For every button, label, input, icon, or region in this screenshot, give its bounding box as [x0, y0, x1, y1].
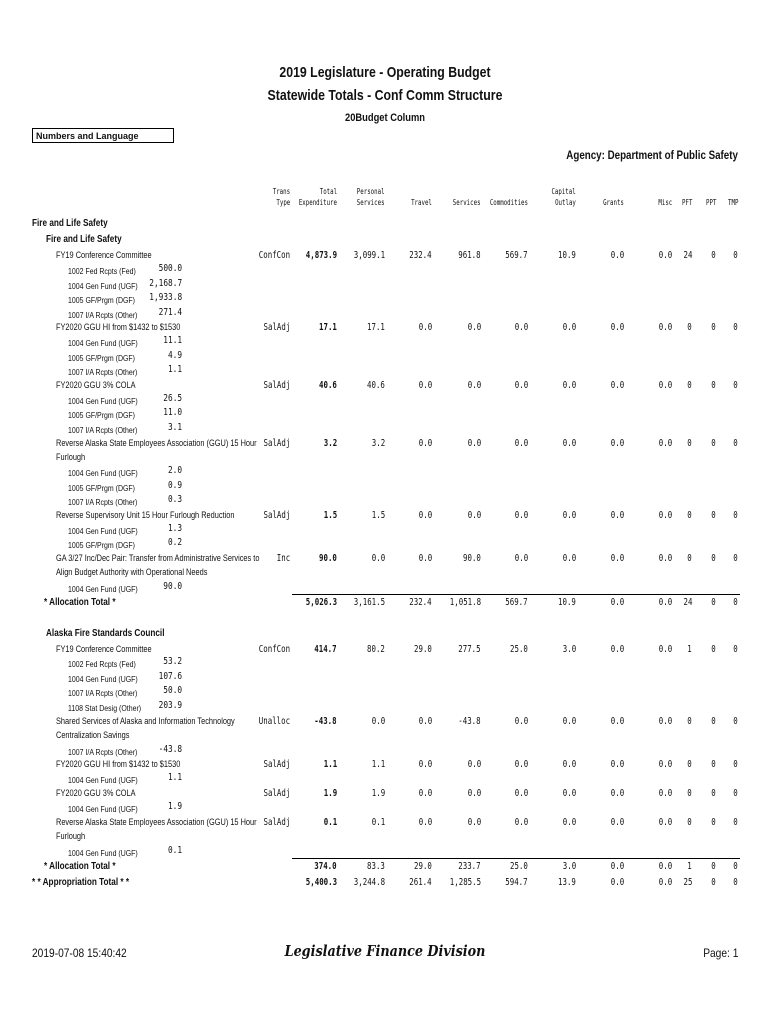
total-value: 374.0	[314, 861, 337, 872]
line-value: 0.0	[610, 716, 624, 727]
line-value: 1	[687, 644, 692, 655]
fund-amount: 1.3	[167, 523, 182, 534]
line-value: 0	[711, 716, 716, 727]
fund-amount: 0.2	[167, 537, 182, 548]
division-signature: Legislative Finance Division	[284, 942, 486, 960]
line-value: 0.0	[658, 322, 672, 333]
line-value: 0.0	[418, 510, 432, 521]
total-expenditure: 0.1	[323, 817, 337, 828]
total-value: 1,285.5	[449, 877, 481, 888]
line-value: 0	[733, 759, 738, 770]
total-value: 29.0	[414, 861, 432, 872]
total-value: 3,244.8	[353, 877, 385, 888]
line-value: 1.5	[371, 510, 385, 521]
line-value: 0.0	[418, 322, 432, 333]
line-value: 0.0	[467, 510, 481, 521]
line-value: 0	[733, 553, 738, 564]
total-expenditure: -43.8	[314, 716, 337, 727]
transaction-type: SalAdj	[263, 510, 290, 521]
budget-column-label: 20Budget Column	[344, 112, 426, 124]
line-value: 0	[687, 322, 692, 333]
line-value: 0.0	[610, 817, 624, 828]
fund-source-label: 1004 Gen Fund (UGF)	[68, 526, 138, 536]
fund-source-label: 1005 GF/Prgm (DGF)	[68, 483, 136, 493]
line-value: 0.0	[562, 438, 576, 449]
total-expenditure: 17.1	[319, 322, 337, 333]
line-value: 25.0	[510, 644, 528, 655]
total-value: 24	[683, 597, 692, 608]
total-value: 5,026.3	[305, 597, 337, 608]
line-item-label: FY2020 GGU 3% COLA	[56, 788, 136, 798]
line-value: 0.0	[658, 380, 672, 391]
total-value: 5,400.3	[305, 877, 337, 888]
transaction-type: ConfCon	[258, 250, 290, 261]
column-header: TMP	[727, 198, 738, 207]
line-value: 0.0	[514, 553, 528, 564]
line-item-label: FY19 Conference Committee	[56, 644, 152, 654]
line-value: 0.0	[514, 759, 528, 770]
line-value: 0	[711, 380, 716, 391]
line-value: 0.0	[371, 553, 385, 564]
line-value: 0.0	[658, 788, 672, 799]
line-value: 0.0	[658, 553, 672, 564]
line-value: 0	[687, 759, 692, 770]
fund-amount: 11.1	[163, 335, 182, 346]
line-value: 0.0	[658, 817, 672, 828]
total-value: 0.0	[610, 877, 624, 888]
line-value: 0	[733, 380, 738, 391]
fund-source-label: 1007 I/A Rcpts (Other)	[68, 310, 138, 320]
total-expenditure: 3.2	[323, 438, 337, 449]
fund-amount: 0.9	[167, 480, 182, 491]
fund-source-label: 1005 GF/Prgm (DGF)	[68, 540, 136, 550]
line-item-label-cont: Centralization Savings	[56, 730, 130, 740]
transaction-type: SalAdj	[263, 322, 290, 333]
fund-amount: 107.6	[158, 671, 182, 682]
line-value: 0.0	[658, 759, 672, 770]
line-item-label: FY19 Conference Committee	[56, 250, 152, 260]
fund-source-label: 1004 Gen Fund (UGF)	[68, 396, 138, 406]
line-item-label: FY2020 GGU 3% COLA	[56, 380, 136, 390]
line-value: 0.0	[658, 510, 672, 521]
total-value: 0	[733, 597, 738, 608]
line-item-label: Shared Services of Alaska and Information Technology	[56, 716, 235, 726]
line-value: 0	[733, 438, 738, 449]
total-value: 233.7	[458, 861, 481, 872]
line-value: 0.0	[562, 817, 576, 828]
line-value: 3.2	[371, 438, 385, 449]
line-value: 29.0	[414, 644, 432, 655]
line-item-label: Reverse Supervisory Unit 15 Hour Furlough Reduction	[56, 510, 235, 520]
fund-source-label: 1004 Gen Fund (UGF)	[68, 674, 138, 684]
line-value: 0.0	[418, 716, 432, 727]
fund-amount: 0.3	[167, 494, 182, 505]
total-expenditure: 1.1	[323, 759, 337, 770]
allocation-total-label: * Allocation Total *	[44, 597, 116, 608]
line-value: 0.0	[562, 510, 576, 521]
total-value: 0.0	[658, 597, 672, 608]
fund-source-label: 1007 I/A Rcpts (Other)	[68, 497, 138, 507]
line-item-label: FY2020 GGU HI from $1432 to $1530	[56, 322, 181, 332]
line-value: 0	[687, 788, 692, 799]
line-value: 0.0	[514, 510, 528, 521]
fund-amount: 1.9	[167, 801, 182, 812]
appropriation-total-label: * * Appropriation Total * *	[32, 877, 130, 888]
line-value: 0.0	[467, 438, 481, 449]
line-value: 0.0	[418, 788, 432, 799]
line-value: 0.0	[562, 716, 576, 727]
total-value: 0	[733, 877, 738, 888]
line-value: 0.0	[562, 380, 576, 391]
line-value: 0.0	[610, 759, 624, 770]
line-value: 24	[683, 250, 692, 261]
line-value: 0.0	[467, 817, 481, 828]
line-value: 0.0	[562, 322, 576, 333]
total-value: 261.4	[409, 877, 432, 888]
fund-amount: 4.9	[167, 350, 182, 361]
total-expenditure: 4,873.9	[305, 250, 337, 261]
line-value: 0.0	[610, 438, 624, 449]
line-value: 0.0	[610, 250, 624, 261]
transaction-type: SalAdj	[263, 759, 290, 770]
column-header: Outlay	[555, 198, 576, 207]
total-value: 569.7	[505, 597, 528, 608]
total-value: 25	[683, 877, 692, 888]
report-title: 2019 Legislature - Operating Budget	[279, 64, 491, 81]
line-value: 0.0	[562, 759, 576, 770]
line-value: 0.0	[371, 716, 385, 727]
fund-source-label: 1007 I/A Rcpts (Other)	[68, 688, 138, 698]
page-number: Page: 1	[702, 946, 738, 960]
line-value: 569.7	[505, 250, 528, 261]
line-item-label-cont: Furlough	[56, 831, 86, 841]
fund-source-label: 1007 I/A Rcpts (Other)	[68, 747, 138, 757]
total-value: 10.9	[558, 597, 576, 608]
column-header: Travel	[411, 198, 432, 207]
fund-source-label: 1007 I/A Rcpts (Other)	[68, 425, 138, 435]
column-header: Commodities	[489, 198, 528, 207]
fund-source-label: 1007 I/A Rcpts (Other)	[68, 367, 138, 377]
line-value: 0	[687, 817, 692, 828]
total-value: 0	[733, 861, 738, 872]
line-value: 0	[711, 250, 716, 261]
column-header: PFT	[681, 198, 692, 207]
line-value: 0.1	[371, 817, 385, 828]
fund-source-label: 1005 GF/Prgm (DGF)	[68, 353, 136, 363]
fund-amount: 1,933.8	[149, 292, 182, 303]
transaction-type: SalAdj	[263, 788, 290, 799]
line-value: 80.2	[367, 644, 385, 655]
fund-amount: 26.5	[163, 393, 182, 404]
line-value: 0.0	[467, 322, 481, 333]
line-value: 961.8	[458, 250, 481, 261]
total-expenditure: 414.7	[314, 644, 337, 655]
line-value: 0	[711, 788, 716, 799]
line-value: 0	[733, 322, 738, 333]
transaction-type: ConfCon	[258, 644, 290, 655]
line-value: 0.0	[658, 438, 672, 449]
fund-source-label: 1004 Gen Fund (UGF)	[68, 281, 138, 291]
transaction-type: SalAdj	[263, 817, 290, 828]
allocation-title: Alaska Fire Standards Council	[46, 628, 165, 639]
line-value: 0.0	[562, 788, 576, 799]
total-expenditure: 1.9	[323, 788, 337, 799]
total-rule	[292, 594, 740, 595]
line-value: 232.4	[409, 250, 432, 261]
allocation-title: Fire and Life Safety	[46, 234, 122, 245]
line-value: 0.0	[418, 438, 432, 449]
line-value: 1.9	[371, 788, 385, 799]
column-header-top: Personal	[357, 187, 385, 196]
line-value: 40.6	[367, 380, 385, 391]
fund-amount: 50.0	[163, 685, 182, 696]
line-value: 17.1	[367, 322, 385, 333]
line-value: 0	[687, 510, 692, 521]
line-value: 0.0	[658, 716, 672, 727]
line-value: 0	[733, 716, 738, 727]
line-value: 0.0	[658, 644, 672, 655]
fund-source-label: 1005 GF/Prgm (DGF)	[68, 410, 136, 420]
line-value: 0	[733, 788, 738, 799]
total-expenditure: 1.5	[323, 510, 337, 521]
fund-source-label: 1004 Gen Fund (UGF)	[68, 804, 138, 814]
total-expenditure: 90.0	[319, 553, 337, 564]
fund-source-label: 1002 Fed Rcpts (Fed)	[68, 659, 136, 669]
fund-amount: 90.0	[163, 581, 182, 592]
line-value: 90.0	[463, 553, 481, 564]
fund-amount: 271.4	[158, 307, 182, 318]
total-value: 0.0	[658, 877, 672, 888]
column-header: Services	[453, 198, 481, 207]
line-value: 0.0	[658, 250, 672, 261]
line-value: -43.8	[458, 716, 481, 727]
fund-amount: 2.0	[167, 465, 182, 476]
column-header: PPT	[705, 198, 716, 207]
fund-amount: 0.1	[167, 845, 182, 856]
total-value: 0	[711, 597, 716, 608]
total-value: 83.3	[367, 861, 385, 872]
line-value: 0	[711, 438, 716, 449]
allocation-total-label: * Allocation Total *	[44, 861, 116, 872]
column-header: Misc	[658, 198, 672, 207]
report-subtitle: Statewide Totals - Conf Comm Structure	[267, 87, 503, 104]
total-value: 232.4	[409, 597, 432, 608]
fund-amount: 500.0	[158, 263, 182, 274]
column-header: Services	[357, 198, 385, 207]
line-value: 0	[733, 644, 738, 655]
total-value: 0	[711, 877, 716, 888]
column-header-top: Capital	[551, 187, 576, 196]
line-item-label-cont: Furlough	[56, 452, 86, 462]
column-header-top: Trans	[272, 187, 290, 196]
fund-amount: 1.1	[167, 772, 182, 783]
column-header: Expenditure	[298, 198, 337, 207]
line-value: 0	[687, 438, 692, 449]
total-expenditure: 40.6	[319, 380, 337, 391]
line-value: 0.0	[610, 553, 624, 564]
line-value: 3,099.1	[353, 250, 385, 261]
total-value: 3.0	[562, 861, 576, 872]
fund-amount: 1.1	[167, 364, 182, 375]
line-value: 0.0	[514, 322, 528, 333]
column-header: Type	[276, 198, 290, 207]
line-value: 0.0	[514, 788, 528, 799]
line-value: 0.0	[418, 380, 432, 391]
line-value: 0	[733, 817, 738, 828]
line-value: 0	[711, 553, 716, 564]
fund-amount: 11.0	[163, 407, 182, 418]
column-header-top: Total	[319, 187, 337, 196]
fund-source-label: 1004 Gen Fund (UGF)	[68, 584, 138, 594]
total-value: 3,161.5	[353, 597, 385, 608]
transaction-type: Unalloc	[258, 716, 290, 727]
fund-source-label: 1004 Gen Fund (UGF)	[68, 848, 138, 858]
line-value: 0.0	[467, 788, 481, 799]
line-value: 3.0	[562, 644, 576, 655]
line-value: 0.0	[418, 817, 432, 828]
transaction-type: SalAdj	[263, 380, 290, 391]
appropriation-title: Fire and Life Safety	[32, 218, 108, 229]
total-value: 13.9	[558, 877, 576, 888]
report-timestamp: 2019-07-08 15:40:42	[32, 946, 127, 960]
line-value: 0.0	[610, 322, 624, 333]
fund-amount: 53.2	[163, 656, 182, 667]
total-rule	[292, 858, 740, 859]
line-value: 0.0	[610, 644, 624, 655]
line-value: 0	[687, 716, 692, 727]
fund-amount: 203.9	[158, 700, 182, 711]
transaction-type: SalAdj	[263, 438, 290, 449]
line-item-label-cont: Align Budget Authority with Operational Needs	[56, 567, 208, 577]
fund-amount: -43.8	[158, 744, 182, 755]
line-item-label: GA 3/27 Inc/Dec Pair: Transfer from Administrative Services to	[56, 553, 260, 563]
total-value: 25.0	[510, 861, 528, 872]
total-value: 0	[711, 861, 716, 872]
line-value: 0	[733, 510, 738, 521]
line-item-label: Reverse Alaska State Employees Association (GGU) 15 Hour	[56, 817, 257, 827]
column-header: Grants	[603, 198, 624, 207]
line-value: 0	[711, 817, 716, 828]
line-value: 277.5	[458, 644, 481, 655]
line-value: 0	[711, 759, 716, 770]
line-value: 0.0	[562, 553, 576, 564]
line-value: 0	[687, 380, 692, 391]
line-value: 0.0	[610, 788, 624, 799]
line-item-label: Reverse Alaska State Employees Association (GGU) 15 Hour	[56, 438, 257, 448]
fund-source-label: 1004 Gen Fund (UGF)	[68, 468, 138, 478]
fund-source-label: 1108 Stat Desig (Other)	[68, 703, 142, 713]
total-value: 1,051.8	[449, 597, 481, 608]
transaction-type: Inc	[276, 553, 290, 564]
line-value: 10.9	[558, 250, 576, 261]
total-value: 0.0	[610, 597, 624, 608]
fund-amount: 2,168.7	[149, 278, 182, 289]
line-value: 0.0	[418, 759, 432, 770]
total-value: 0.0	[658, 861, 672, 872]
agency-label: Agency: Department of Public Safety	[566, 150, 738, 162]
line-value: 0.0	[610, 380, 624, 391]
fund-source-label: 1004 Gen Fund (UGF)	[68, 338, 138, 348]
line-item-label: FY2020 GGU HI from $1432 to $1530	[56, 759, 181, 769]
line-value: 0.0	[514, 380, 528, 391]
line-value: 0	[711, 510, 716, 521]
fund-source-label: 1004 Gen Fund (UGF)	[68, 775, 138, 785]
total-value: 1	[687, 861, 692, 872]
total-value: 0.0	[610, 861, 624, 872]
fund-amount: 3.1	[167, 422, 182, 433]
line-value: 0.0	[514, 438, 528, 449]
line-value: 0	[711, 322, 716, 333]
fund-source-label: 1002 Fed Rcpts (Fed)	[68, 266, 136, 276]
line-value: 0.0	[514, 716, 528, 727]
fund-source-label: 1005 GF/Prgm (DGF)	[68, 295, 136, 305]
line-value: 0	[687, 553, 692, 564]
line-value: 0.0	[418, 553, 432, 564]
line-value: 0	[711, 644, 716, 655]
numbers-language-box: Numbers and Language	[32, 128, 174, 143]
total-value: 594.7	[505, 877, 528, 888]
line-value: 1.1	[371, 759, 385, 770]
line-value: 0.0	[467, 380, 481, 391]
line-value: 0.0	[514, 817, 528, 828]
line-value: 0	[733, 250, 738, 261]
line-value: 0.0	[610, 510, 624, 521]
line-value: 0.0	[467, 759, 481, 770]
